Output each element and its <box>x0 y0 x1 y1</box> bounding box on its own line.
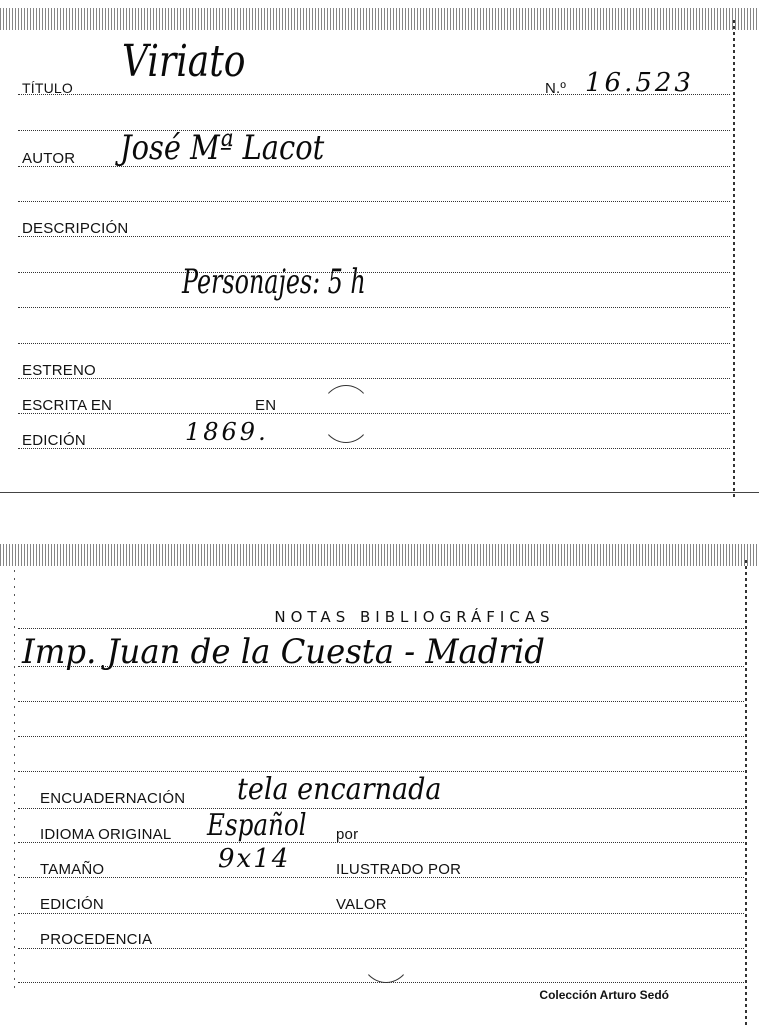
ruled-line <box>18 201 730 202</box>
ruled-line <box>18 413 730 414</box>
card-right-edge <box>745 560 747 1028</box>
card-separator <box>0 492 759 493</box>
edition-label: EDICIÓN <box>22 432 86 449</box>
title-handwritten: Viriato <box>122 36 246 87</box>
catalog-card-front <box>0 0 759 500</box>
ruled-line <box>18 378 730 379</box>
binding-label: ENCUADERNACIÓN <box>40 790 186 807</box>
card-left-edge <box>14 570 15 990</box>
value-label: VALOR <box>336 896 387 913</box>
original-language-label: IDIOMA ORIGINAL <box>40 826 172 843</box>
author-handwritten: José Mª Lacot <box>120 128 325 168</box>
number-handwritten: 16.523 <box>585 68 694 98</box>
premiere-label: ESTRENO <box>22 362 96 379</box>
bibliographic-notes-heading: NOTAS BIBLIOGRÁFICAS <box>274 608 555 626</box>
hole-mark <box>360 925 412 983</box>
language-handwritten: Español <box>207 808 307 843</box>
en-label: EN <box>255 397 277 414</box>
binding-handwritten: tela encarnada <box>237 772 442 807</box>
edition-label: EDICIÓN <box>40 896 104 913</box>
number-label: N.º <box>545 80 567 97</box>
ruled-line <box>18 736 744 737</box>
description-label: DESCRIPCIÓN <box>22 220 129 237</box>
card-top-edge <box>0 544 759 566</box>
author-label: AUTOR <box>22 150 76 167</box>
ruled-line <box>18 701 744 702</box>
description-handwritten: Personajes: 5 h <box>182 262 366 302</box>
title-label: TÍTULO <box>22 80 73 96</box>
ruled-line <box>18 808 744 809</box>
ruled-line <box>18 307 730 308</box>
size-handwritten: 9x14 <box>218 844 291 874</box>
hole-mark <box>320 385 372 443</box>
illustrated-by-label: ILUSTRADO POR <box>336 861 462 878</box>
size-label: TAMAÑO <box>40 861 105 878</box>
ruled-line <box>18 913 744 914</box>
catalog-card-back <box>0 540 759 1028</box>
por-label: por <box>336 826 359 843</box>
written-in-label: ESCRITA EN <box>22 397 113 414</box>
ruled-line <box>18 272 730 273</box>
provenance-label: PROCEDENCIA <box>40 931 153 948</box>
ruled-line <box>18 448 730 449</box>
card-top-edge <box>0 8 759 30</box>
card-right-edge <box>733 20 735 500</box>
ruled-line <box>18 343 730 344</box>
edition-handwritten: 1869. <box>185 418 269 446</box>
notes-handwritten: Imp. Juan de la Cuesta - Madrid <box>22 632 545 672</box>
collection-stamp: Colección Arturo Sedó <box>539 988 669 1002</box>
ruled-line <box>18 628 744 629</box>
